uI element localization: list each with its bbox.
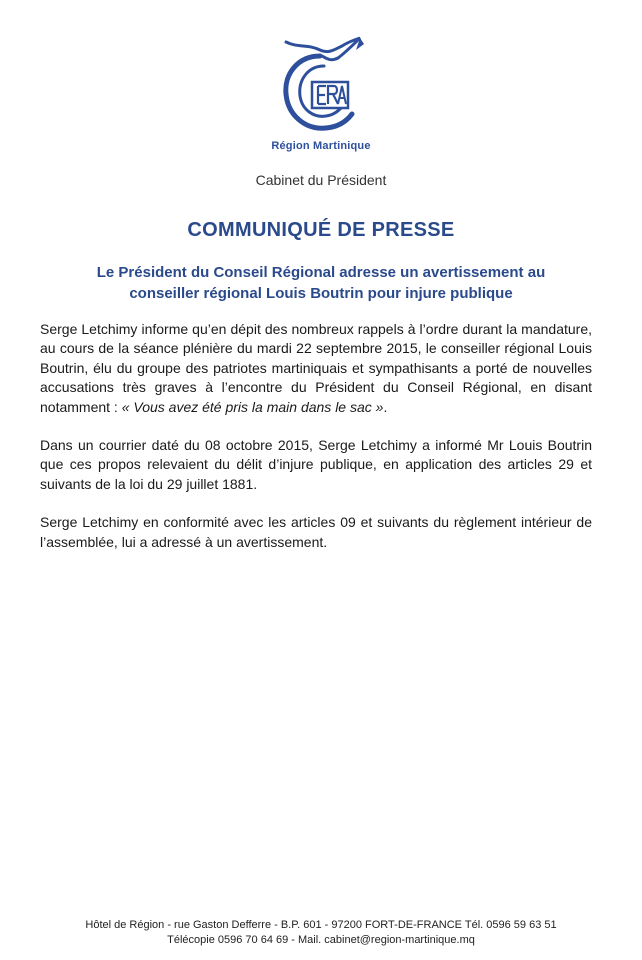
- headline-line-1: Le Président du Conseil Régional adresse un avertissement au: [96, 264, 546, 281]
- paragraph-2: Dans un courrier daté du 08 octobre 2015, Serge Letchimy a informé Mr Louis Boutrin que ces propos relevaient du délit d’injure publique, en application des articles 29 et suivants de la loi du 29 juillet 1881.: [40, 437, 592, 492]
- paragraph-1: [40, 320, 592, 417]
- logo-caption: Région Martinique: [271, 140, 371, 152]
- cabinet-label: Cabinet du Président: [255, 172, 387, 188]
- header-logo-block: [0, 36, 642, 160]
- region-martinique-logo-icon: [268, 36, 376, 138]
- footer-contact: Télécopie 0596 70 64 69 - Mail. cabinet@region-martinique.mq: [167, 934, 475, 946]
- body-text: [40, 320, 592, 571]
- paragraph-1-end: .: [383, 398, 388, 415]
- paragraph-1-quote: « Vous avez été pris la main dans le sac »: [121, 398, 384, 415]
- page-title: COMMUNIQUÉ DE PRESSE: [187, 219, 455, 241]
- paragraph-1-text: Serge Letchimy informe qu’en dépit des nombreux rappels à l’ordre durant la mandature, au cours de la séance plénière du mardi 22 septembre 2015, le conseiller régional Louis Boutrin, élu du groupe des patriotes martiniquais et sympathisants a porté de nouvelles accusations très graves à l’encontre du Président du Conseil Régional, en disant notamment :: [40, 321, 592, 415]
- footer: [0, 918, 642, 948]
- headline-line-2: conseiller régional Louis Boutrin pour injure publique: [129, 285, 513, 302]
- paragraph-3: Serge Letchimy en conformité avec les articles 09 et suivants du règlement intérieur de l’assemblée, lui a adressé à un avertissement.: [40, 514, 592, 550]
- footer-address: Hôtel de Région - rue Gaston Defferre - B.P. 601 - 97200 FORT-DE-FRANCE Tél. 0596 59 63 51: [85, 919, 557, 931]
- headline: [40, 262, 602, 304]
